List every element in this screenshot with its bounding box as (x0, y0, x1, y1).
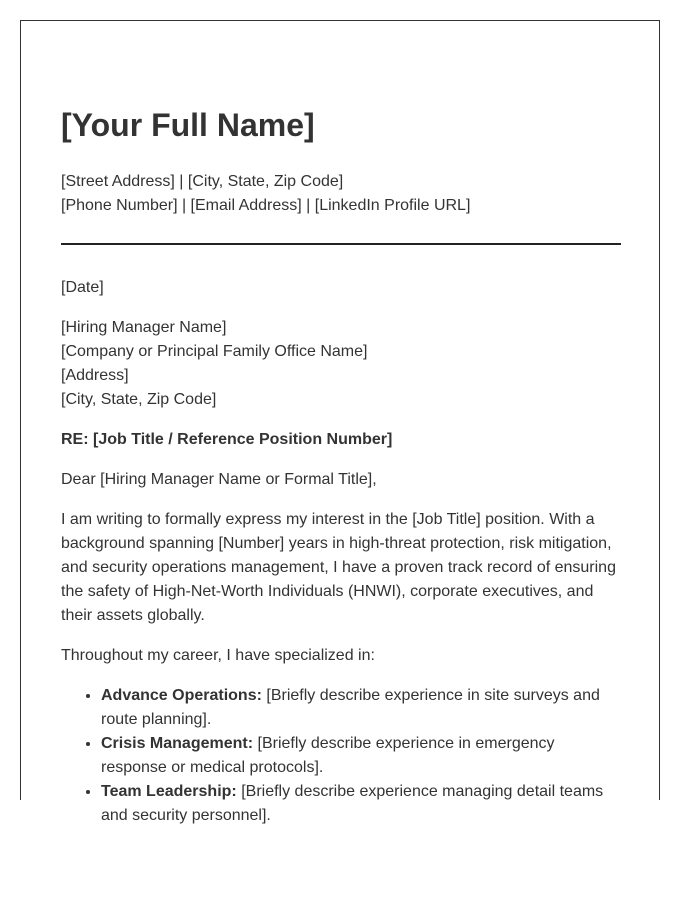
header-divider (61, 243, 621, 245)
list-item (101, 780, 621, 828)
recipient-block (61, 316, 621, 412)
contact-block (61, 170, 470, 218)
re-line: RE: [Job Title / Reference Position Number] (61, 431, 393, 448)
list-item-title: Advance Operations: (101, 687, 262, 704)
intro-paragraph: I am writing to formally express my interest in the [Job Title] position. With a background spanning [Number] years in high-threat protection, risk mitigation, and security operations management, I have a proven track record of ensuring the safety of High-Net-Worth Individuals (HNWI), corporate executives, and their assets globally. (61, 511, 616, 624)
list-item-title: Team Leadership: (101, 783, 237, 800)
list-item-text: [Briefly describe experience in site surveys and route planning]. (101, 687, 600, 728)
list-item (101, 732, 621, 780)
specialization-list (61, 684, 621, 828)
list-item (101, 684, 621, 732)
letter-page (20, 20, 660, 824)
list-item-title: Crisis Management: (101, 735, 254, 752)
list-item-text: [Briefly describe experience managing detail teams and security personnel]. (101, 783, 604, 824)
address-line: [Street Address] | [City, State, Zip Code] (61, 173, 344, 190)
list-item-text: [Briefly describe experience in emergency response or medical protocols]. (101, 735, 555, 776)
letter-body (61, 276, 621, 828)
applicant-name: [Your Full Name] (61, 107, 315, 143)
recipient-address: [Address] (61, 367, 129, 384)
recipient-company: [Company or Principal Family Office Name] (61, 343, 368, 360)
specialization-intro: Throughout my career, I have specialized in: (61, 647, 375, 664)
salutation: Dear [Hiring Manager Name or Formal Title], (61, 471, 377, 488)
recipient-name: [Hiring Manager Name] (61, 319, 227, 336)
letter-date: [Date] (61, 279, 104, 296)
contact-line: [Phone Number] | [Email Address] | [LinkedIn Profile URL] (61, 197, 471, 214)
recipient-city-state-zip: [City, State, Zip Code] (61, 391, 217, 408)
